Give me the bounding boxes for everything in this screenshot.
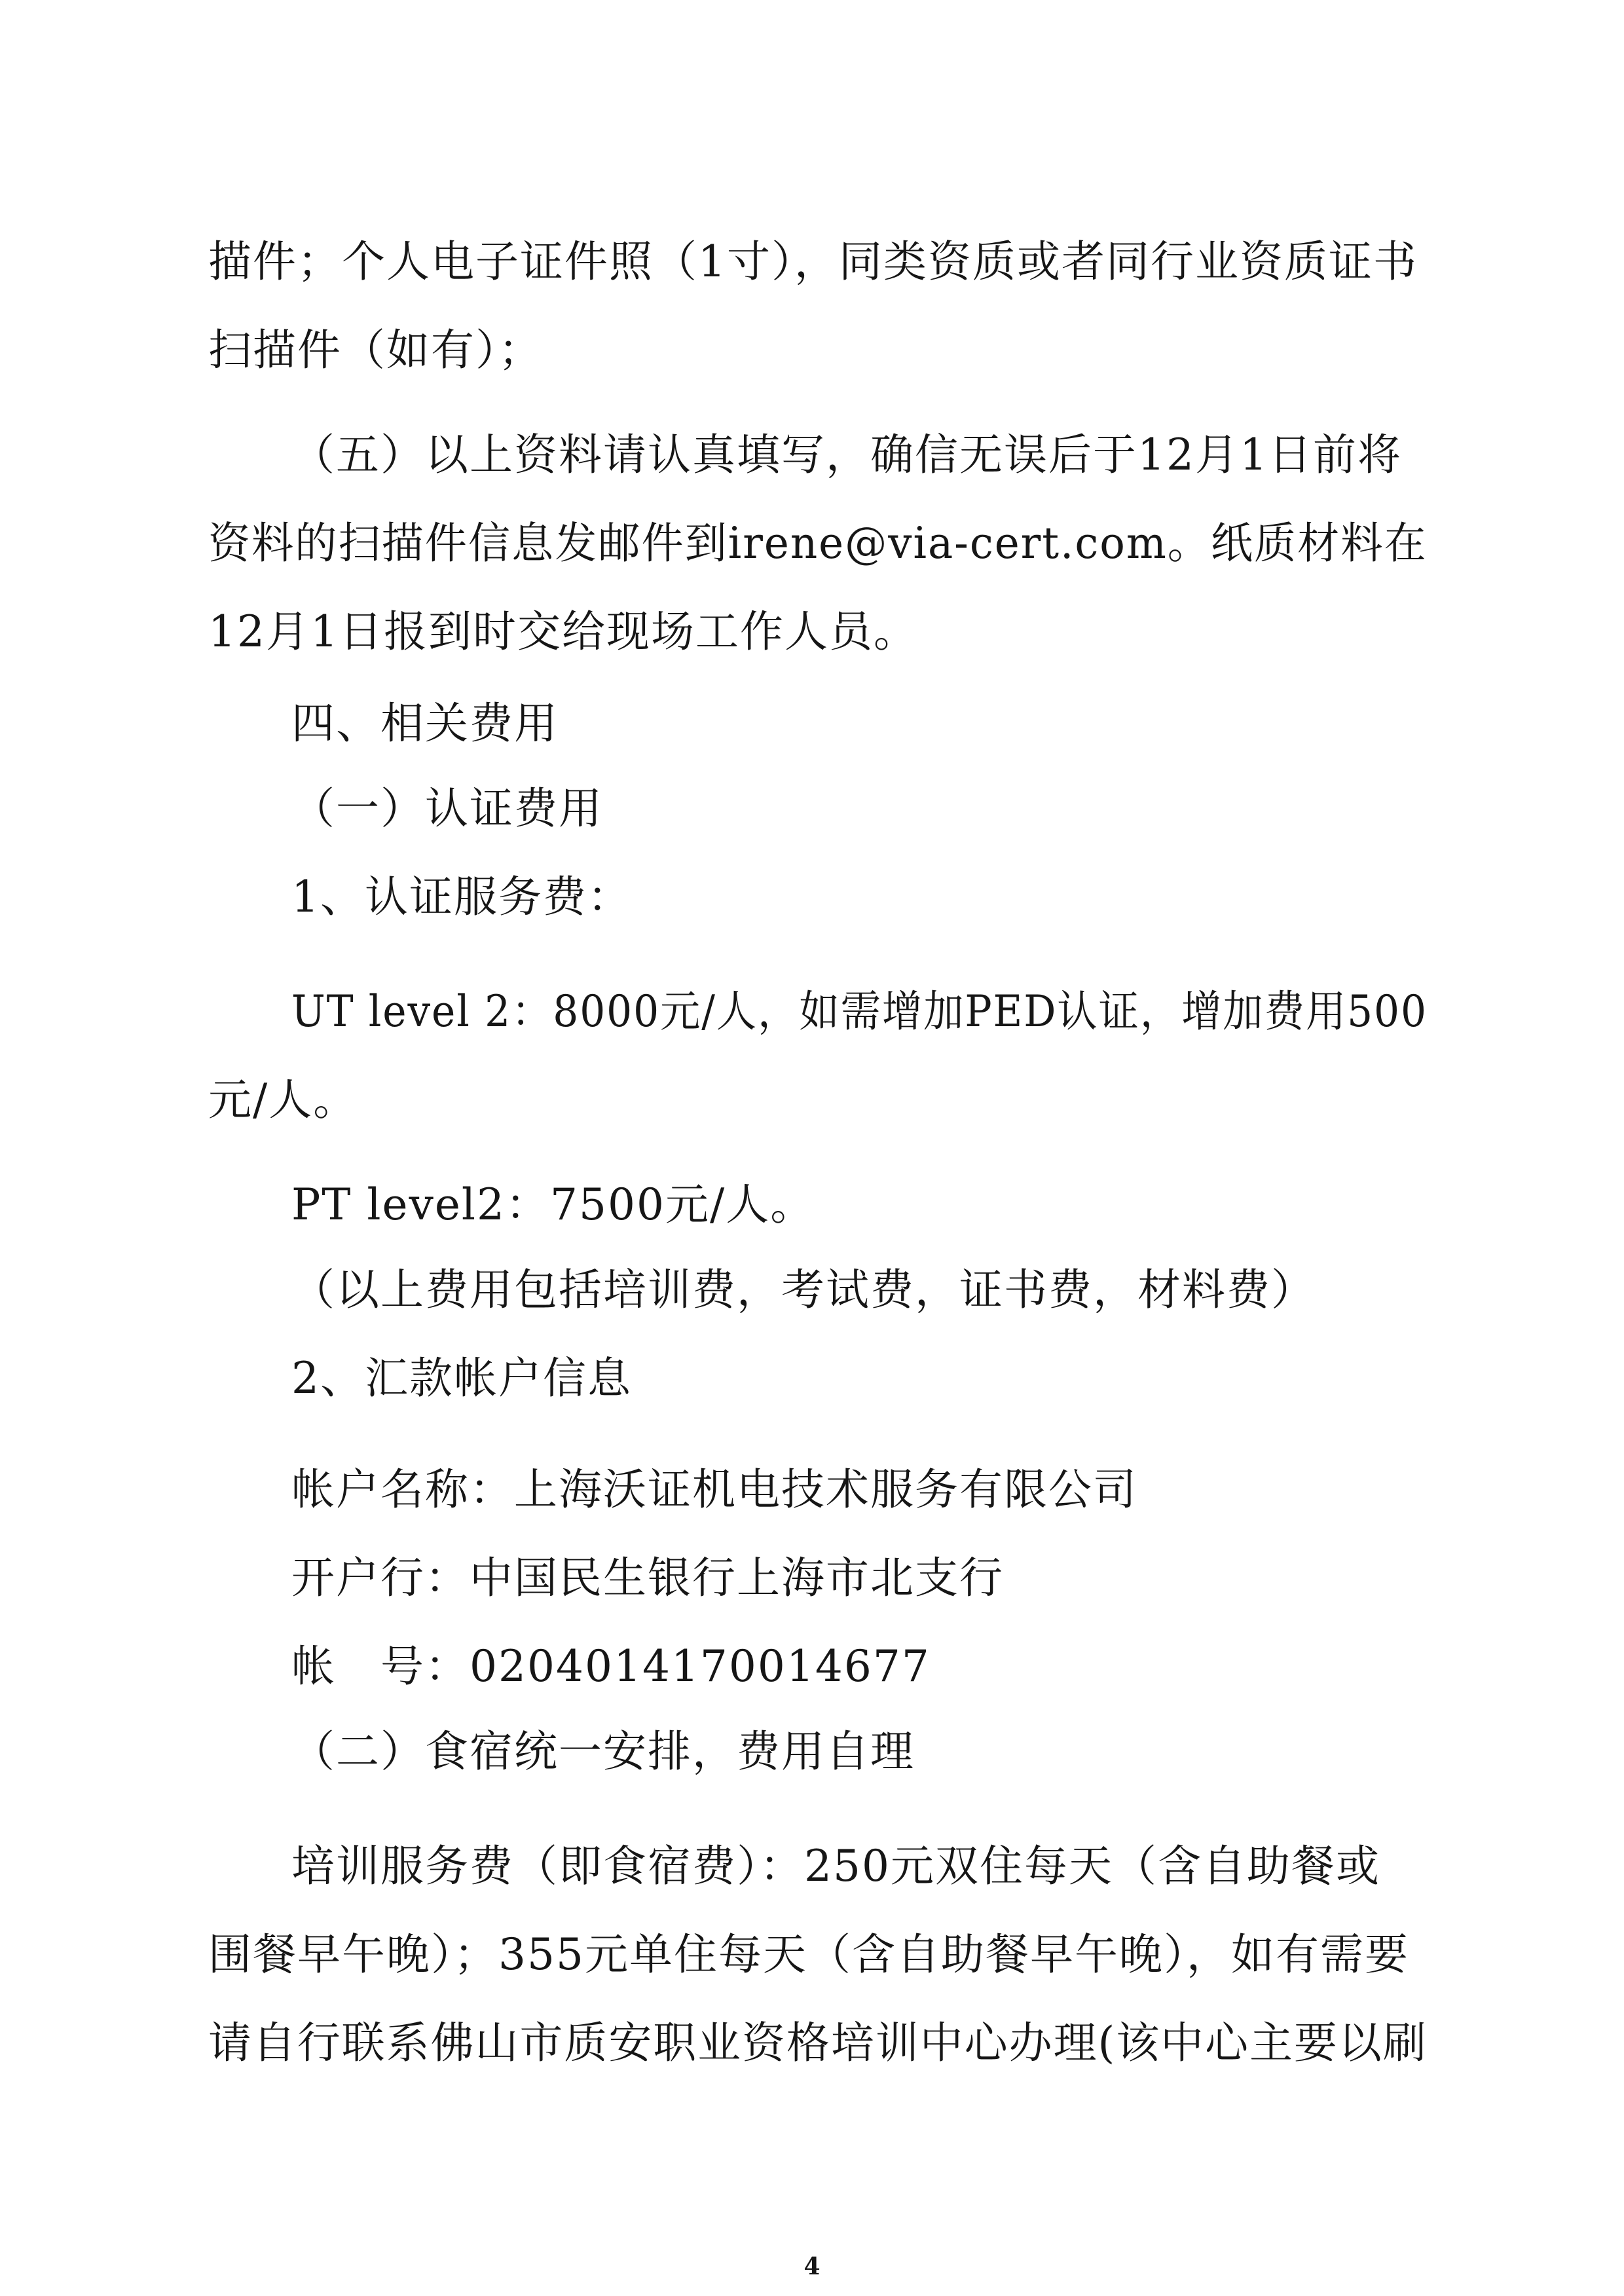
text-line-11: PT level2：7500元/人。	[291, 1179, 815, 1230]
text-line-9: UT level 2：8000元/人，如需增加PED认证，增加费用500	[291, 986, 1428, 1037]
account-number: 帐 号：0204014170014677	[291, 1641, 931, 1692]
subsection-heading-2: （二）食宿统一安排，费用自理	[291, 1726, 915, 1777]
text-line-4: 资料的扫描件信息发邮件到irene@via-cert.com。纸质材料在	[208, 518, 1428, 568]
text-line-13: 2、汇款帐户信息	[291, 1353, 632, 1403]
section-heading: 四、相关费用	[291, 698, 559, 749]
text-line-1: 描件；个人电子证件照（1寸），同类资质或者同行业资质证书	[208, 236, 1418, 287]
text-line-19: 围餐早午晚）；355元单住每天（含自助餐早午晚），如有需要	[208, 1929, 1409, 1980]
text-line-2: 扫描件（如有）；	[208, 325, 543, 375]
text-line-12: （以上费用包括培训费，考试费，证书费，材料费）	[291, 1265, 1316, 1315]
text-line-20: 请自行联系佛山市质安职业资格培训中心办理(该中心主要以刷	[208, 2018, 1428, 2068]
text-line-5: 12月1日报到时交给现场工作人员。	[208, 606, 918, 657]
subsection-heading-1: （一）认证费用	[291, 783, 603, 834]
text-line-8: 1、认证服务费：	[291, 872, 632, 922]
page-number: 4	[803, 2253, 821, 2280]
text-line-3: （五）以上资料请认真填写，确信无误后于12月1日前将	[291, 430, 1402, 480]
text-line-18: 培训服务费（即食宿费）：250元双住每天（含自助餐或	[291, 1841, 1380, 1891]
account-name: 帐户名称：上海沃证机电技术服务有限公司	[291, 1464, 1137, 1515]
text-line-10: 元/人。	[208, 1075, 358, 1125]
bank-name: 开户行：中国民生银行上海市北支行	[291, 1553, 1004, 1603]
